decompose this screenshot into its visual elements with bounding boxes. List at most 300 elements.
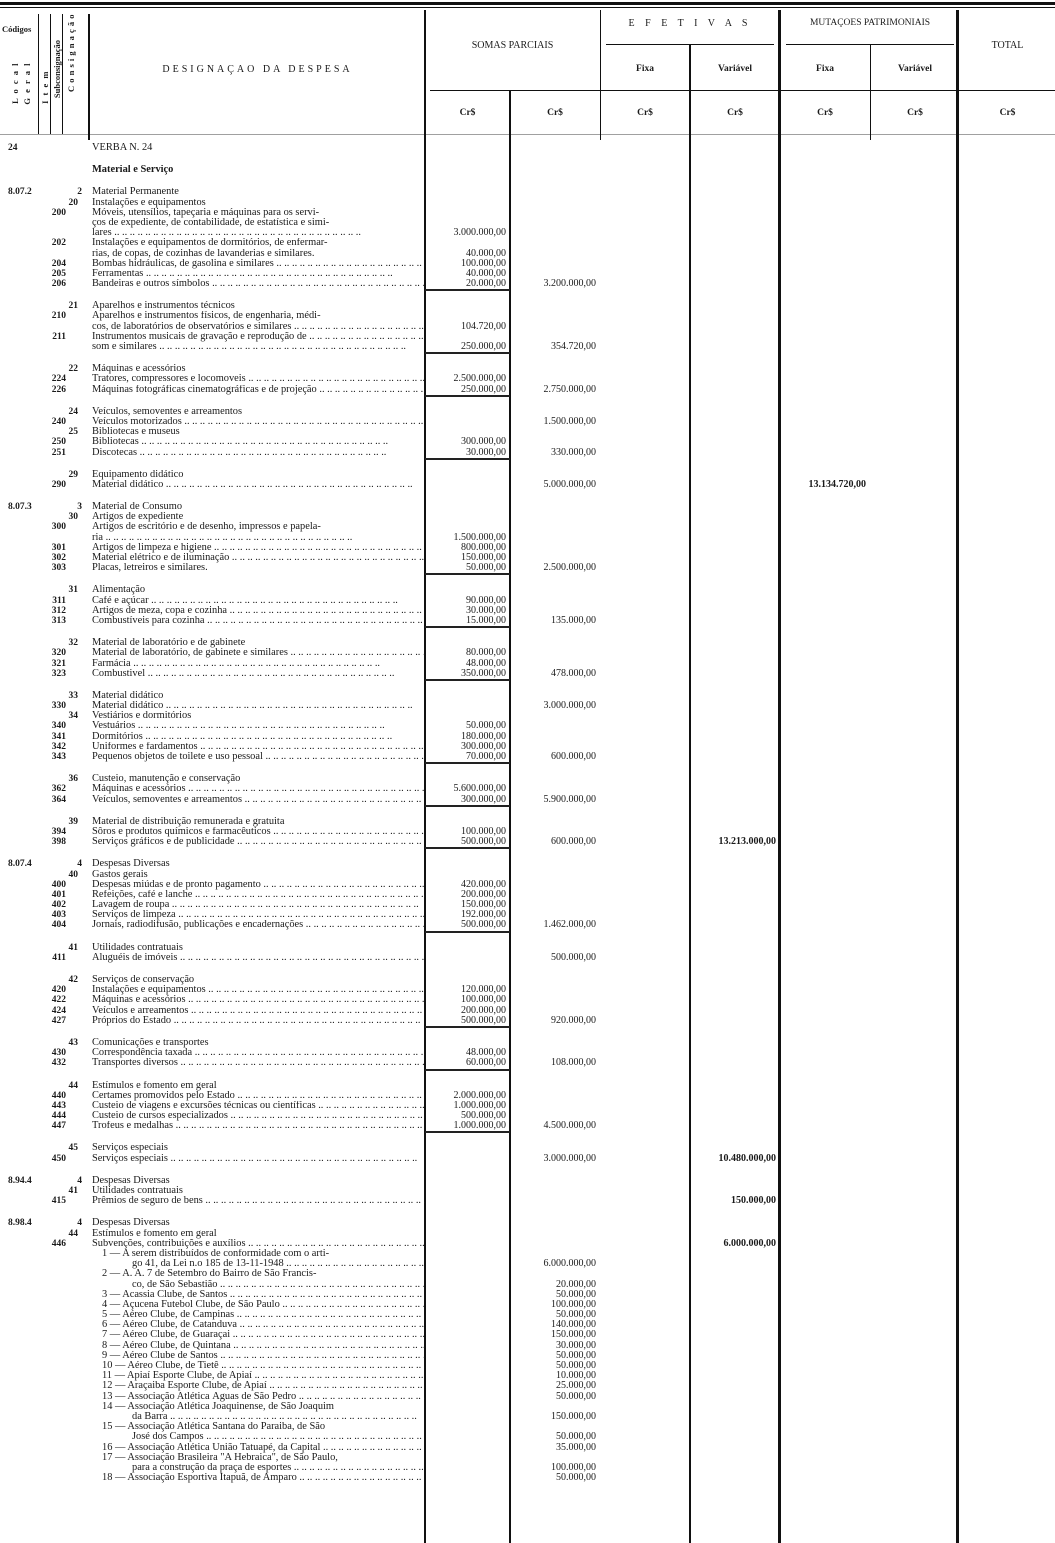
amount-p2 bbox=[510, 880, 600, 890]
designation: Artigos de expediente bbox=[92, 512, 184, 523]
amount-ef bbox=[600, 228, 690, 238]
table-row bbox=[0, 1058, 1055, 1068]
amount-mv bbox=[870, 1249, 960, 1259]
amount-tot bbox=[960, 1381, 1055, 1391]
code-number bbox=[40, 143, 88, 153]
amount-ev bbox=[690, 1176, 780, 1186]
code-local bbox=[0, 448, 40, 460]
amount-ev: 6.000.000,00 bbox=[723, 1237, 776, 1249]
table-row bbox=[0, 1473, 1055, 1483]
amount-mf bbox=[780, 1176, 870, 1186]
designation: Combustivel .. .. bbox=[88, 669, 425, 681]
amount-ef bbox=[600, 165, 690, 175]
code-number: 446 bbox=[51, 1238, 66, 1249]
code-local bbox=[0, 752, 40, 764]
amount-ev bbox=[690, 1290, 780, 1300]
amount-p1: 420.000,00 bbox=[461, 878, 506, 890]
code-local bbox=[0, 1280, 40, 1290]
amount-tot bbox=[960, 470, 1055, 480]
code-local bbox=[0, 953, 40, 963]
amount-mv bbox=[870, 985, 960, 995]
amount-tot bbox=[960, 407, 1055, 417]
table-row bbox=[0, 1239, 1055, 1249]
amount-tot bbox=[960, 427, 1055, 437]
amount-ef bbox=[600, 1058, 690, 1070]
amount-tot bbox=[960, 1121, 1055, 1133]
amount-tot bbox=[960, 880, 1055, 890]
amount-p2: 600.000,00 bbox=[551, 836, 596, 848]
amount-tot bbox=[960, 1351, 1055, 1361]
amount-ef bbox=[600, 208, 690, 218]
designation: ria .. .. bbox=[88, 533, 425, 543]
amount-mv bbox=[870, 1143, 960, 1153]
amount-mv bbox=[870, 1259, 960, 1269]
table-row bbox=[0, 279, 1055, 289]
table-row bbox=[0, 1154, 1055, 1164]
amount-mv bbox=[870, 711, 960, 721]
amount-ef bbox=[600, 218, 690, 228]
code-local bbox=[0, 322, 40, 332]
amount-ef bbox=[600, 448, 690, 460]
designation: Máquinas e acessórios .. .. bbox=[88, 995, 425, 1005]
code-local bbox=[0, 364, 40, 374]
table-row bbox=[0, 332, 1055, 342]
header bbox=[0, 0, 1055, 140]
amount-ev bbox=[690, 1392, 780, 1402]
amount-p2 bbox=[510, 1081, 600, 1091]
amount-mv bbox=[870, 470, 960, 480]
amount-mv bbox=[870, 417, 960, 427]
code-number: 422 bbox=[51, 995, 66, 1006]
amount-mf bbox=[780, 701, 870, 711]
code-number bbox=[40, 342, 88, 354]
amount-p1: 100.000,00 bbox=[461, 257, 506, 269]
amount-p2: 2.750.000,00 bbox=[543, 383, 596, 395]
code-local bbox=[0, 920, 40, 932]
amount-ev bbox=[690, 374, 780, 384]
currency-7: Cr$ bbox=[999, 108, 1016, 118]
amount-tot bbox=[960, 238, 1055, 248]
budget-block bbox=[0, 1081, 1055, 1132]
table-row bbox=[0, 385, 1055, 395]
designation: Artigos de escritório e de desenho, impressos e papela- bbox=[92, 522, 321, 533]
amount-p1 bbox=[425, 208, 510, 218]
consignacao-label: C o n s i g n a ç ã o bbox=[66, 14, 76, 93]
amount-tot bbox=[960, 1320, 1055, 1330]
code-number: 400 bbox=[51, 879, 66, 890]
amount-ev bbox=[690, 1259, 780, 1269]
code-number: 4 bbox=[77, 1175, 82, 1186]
amount-mf bbox=[780, 1006, 870, 1016]
amount-mf bbox=[780, 638, 870, 648]
code-local bbox=[0, 995, 40, 1005]
amount-ef bbox=[600, 890, 690, 900]
amount-mv bbox=[870, 1443, 960, 1453]
amount-tot bbox=[960, 1081, 1055, 1091]
code-number: 343 bbox=[51, 752, 66, 762]
amount-tot bbox=[960, 218, 1055, 228]
code-number bbox=[40, 1269, 88, 1279]
amount-mv bbox=[870, 890, 960, 900]
amount-mv bbox=[870, 995, 960, 1005]
amount-mf bbox=[780, 165, 870, 175]
amount-tot bbox=[960, 985, 1055, 995]
designation: Sôros e produtos químicos e farmacêuticos .. .. bbox=[88, 827, 425, 837]
table-row bbox=[0, 975, 1055, 985]
amount-ev bbox=[690, 533, 780, 543]
amount-ef bbox=[600, 585, 690, 595]
amount-ev bbox=[690, 218, 780, 228]
code-local bbox=[0, 1048, 40, 1058]
amount-mv bbox=[870, 259, 960, 269]
table-row bbox=[0, 427, 1055, 437]
amount-ef bbox=[600, 880, 690, 890]
table-row bbox=[0, 208, 1055, 218]
amount-tot bbox=[960, 900, 1055, 910]
amount-mf bbox=[780, 1351, 870, 1361]
amount-tot bbox=[960, 1176, 1055, 1186]
amount-p2 bbox=[510, 322, 600, 332]
amount-p2 bbox=[510, 975, 600, 985]
amount-mv bbox=[870, 1402, 960, 1412]
code-local bbox=[0, 342, 40, 354]
amount-ev bbox=[690, 711, 780, 721]
code-local bbox=[0, 837, 40, 849]
amount-p1: 90.000,00 bbox=[466, 594, 506, 606]
amount-mv bbox=[870, 198, 960, 208]
amount-ef bbox=[600, 1453, 690, 1463]
amount-ef bbox=[600, 953, 690, 963]
designation: Pequenos objetos de toilete e uso pessoal .. .. bbox=[88, 752, 425, 764]
table-row bbox=[0, 1443, 1055, 1453]
designation: Placas, letreiros e similares. bbox=[92, 563, 208, 574]
amount-p1 bbox=[425, 1432, 510, 1442]
amount-p1 bbox=[425, 1330, 510, 1340]
amount-mf bbox=[780, 563, 870, 575]
amount-mv bbox=[870, 1218, 960, 1228]
amount-ef bbox=[600, 1463, 690, 1473]
designation: Utilidades contratuais bbox=[92, 942, 183, 953]
code-number: 290 bbox=[51, 479, 66, 490]
amount-mf bbox=[780, 648, 870, 658]
amount-p1 bbox=[425, 470, 510, 480]
amount-ev bbox=[690, 1006, 780, 1016]
code-number: 401 bbox=[51, 889, 66, 900]
code-local bbox=[0, 585, 40, 595]
code-number: 320 bbox=[51, 648, 66, 659]
table-row bbox=[0, 269, 1055, 279]
amount-mf bbox=[780, 543, 870, 553]
amount-mv bbox=[870, 407, 960, 417]
designacao-header: DESIGNAÇAO DA DESPESA bbox=[162, 64, 353, 75]
code-local bbox=[0, 1101, 40, 1111]
amount-ev bbox=[690, 953, 780, 963]
code-number bbox=[40, 228, 88, 238]
designation: Serviços especiais .. .. bbox=[88, 1154, 425, 1164]
amount-mv bbox=[870, 701, 960, 711]
amount-tot bbox=[960, 1341, 1055, 1351]
amount-mv bbox=[870, 301, 960, 311]
amount-mf bbox=[780, 249, 870, 259]
designation: José dos Campos .. .. bbox=[88, 1432, 425, 1442]
amount-mf bbox=[780, 228, 870, 238]
amount-tot bbox=[960, 502, 1055, 512]
amount-tot bbox=[960, 198, 1055, 208]
amount-ev bbox=[690, 732, 780, 742]
amount-mf bbox=[780, 975, 870, 985]
code-local bbox=[0, 228, 40, 238]
amount-p2: 500.000,00 bbox=[551, 951, 596, 963]
amount-p1 bbox=[425, 1402, 510, 1412]
code-number: 25 bbox=[68, 427, 78, 438]
amount-p2: 5.900.000,00 bbox=[543, 793, 596, 805]
amount-p2 bbox=[510, 585, 600, 595]
designation: som e similares .. .. bbox=[88, 342, 425, 354]
table-row bbox=[0, 218, 1055, 228]
designation: Custeio de viagens e excursões técnicas ou científicas .. .. bbox=[88, 1101, 425, 1111]
amount-ef bbox=[600, 817, 690, 827]
amount-ev bbox=[690, 165, 780, 175]
code-number: 394 bbox=[51, 826, 66, 837]
designation: Despesas Diversas bbox=[92, 859, 170, 870]
designation: Veículos, semoventes e arreamentos bbox=[92, 406, 243, 417]
amount-mf bbox=[780, 1154, 870, 1164]
table-row bbox=[0, 407, 1055, 417]
amount-p1 bbox=[425, 187, 510, 197]
amount-ev: 10.480.000,00 bbox=[718, 1152, 776, 1164]
geral-label: G e r a l bbox=[22, 62, 32, 105]
code-number: 302 bbox=[51, 553, 66, 563]
code-number: 41 bbox=[68, 942, 78, 953]
amount-mf bbox=[780, 596, 870, 606]
amount-ef bbox=[600, 616, 690, 628]
table-row bbox=[0, 437, 1055, 447]
amount-mf bbox=[780, 512, 870, 522]
amount-mv bbox=[870, 1341, 960, 1351]
amount-mf bbox=[780, 900, 870, 910]
designation: 3 — Acassia Clube, de Santos .. .. bbox=[88, 1290, 425, 1300]
code-local bbox=[0, 817, 40, 827]
amount-tot bbox=[960, 374, 1055, 384]
designation: Veículos, semoventes e arreamentos .. .. bbox=[88, 795, 425, 807]
code-number: 323 bbox=[51, 668, 66, 679]
amount-mv bbox=[870, 1453, 960, 1463]
table-row bbox=[0, 1392, 1055, 1402]
amount-p1: 70.000,00 bbox=[425, 752, 510, 764]
budget-block bbox=[0, 1218, 1055, 1483]
amount-ev bbox=[690, 1048, 780, 1058]
code-number: 204 bbox=[51, 258, 66, 269]
amount-ef bbox=[600, 752, 690, 764]
code-number: 41 bbox=[68, 1186, 78, 1196]
table-row bbox=[0, 1402, 1055, 1412]
budget-block bbox=[0, 470, 1055, 490]
amount-p1: 2.000.000,00 bbox=[453, 1089, 506, 1101]
designation: Refeições, café e lanche .. .. bbox=[88, 890, 425, 900]
amount-ev bbox=[690, 985, 780, 995]
amount-mv bbox=[870, 659, 960, 669]
amount-mf bbox=[780, 1249, 870, 1259]
amount-tot bbox=[960, 721, 1055, 731]
amount-mf bbox=[780, 1058, 870, 1070]
amount-p2: 3.000.000,00 bbox=[543, 700, 596, 712]
amount-mf bbox=[780, 890, 870, 900]
amount-tot bbox=[960, 1310, 1055, 1320]
amount-mv bbox=[870, 1111, 960, 1121]
amount-mf bbox=[780, 1443, 870, 1453]
amount-p2 bbox=[510, 427, 600, 437]
amount-p1 bbox=[425, 1463, 510, 1473]
amount-mv bbox=[870, 1016, 960, 1028]
budget-block bbox=[0, 859, 1055, 930]
table-row bbox=[0, 563, 1055, 573]
amount-mv bbox=[870, 1320, 960, 1330]
table-row bbox=[0, 448, 1055, 458]
amount-p2 bbox=[510, 1239, 600, 1249]
amount-mv bbox=[870, 975, 960, 985]
amount-mv bbox=[870, 859, 960, 869]
table-row bbox=[0, 953, 1055, 963]
amount-p2 bbox=[510, 638, 600, 648]
amount-ef bbox=[600, 837, 690, 849]
amount-tot bbox=[960, 1361, 1055, 1371]
amount-mv bbox=[870, 322, 960, 332]
code-number: 415 bbox=[51, 1196, 66, 1207]
amount-p1: 300.000,00 bbox=[461, 740, 506, 752]
code-number: 321 bbox=[51, 658, 66, 669]
amount-tot bbox=[960, 774, 1055, 784]
amount-tot bbox=[960, 228, 1055, 238]
amount-tot bbox=[960, 1143, 1055, 1153]
amount-p1 bbox=[425, 1249, 510, 1259]
code-local bbox=[0, 606, 40, 616]
designation: Material de Consumo bbox=[92, 502, 183, 513]
amount-mv bbox=[870, 1310, 960, 1320]
amount-ev bbox=[690, 870, 780, 880]
amount-mf bbox=[780, 1229, 870, 1239]
amount-p1 bbox=[425, 165, 510, 175]
amount-mv bbox=[870, 900, 960, 910]
table-row bbox=[0, 1422, 1055, 1432]
designation: 6 — Aéreo Clube, de Catanduva .. .. bbox=[88, 1320, 425, 1330]
designation: VERBA N. 24 bbox=[92, 143, 153, 153]
designation: Bombas hidráulicas, de gasolina e similares .. .. bbox=[88, 259, 425, 269]
amount-tot bbox=[960, 259, 1055, 269]
amount-p1 bbox=[425, 701, 510, 711]
table-row bbox=[0, 1381, 1055, 1391]
amount-tot bbox=[960, 943, 1055, 953]
amount-p1 bbox=[425, 502, 510, 512]
amount-p1: 1.000.000,00 bbox=[425, 1121, 510, 1133]
amount-p1 bbox=[425, 1154, 510, 1164]
amount-mv bbox=[870, 870, 960, 880]
amount-p1: 100.000,00 bbox=[461, 994, 506, 1006]
amount-ev bbox=[690, 1121, 780, 1133]
amount-ef bbox=[600, 638, 690, 648]
table-row bbox=[0, 616, 1055, 626]
amount-mf bbox=[780, 407, 870, 417]
amount-mv bbox=[870, 187, 960, 197]
amount-mf bbox=[780, 827, 870, 837]
amount-tot bbox=[960, 659, 1055, 669]
amount-tot bbox=[960, 1453, 1055, 1463]
amount-p1: 15.000,00 bbox=[425, 616, 510, 628]
code-number: 404 bbox=[51, 920, 66, 931]
amount-mf bbox=[780, 985, 870, 995]
amount-p1: 500.000,00 bbox=[425, 1016, 510, 1028]
amount-mf bbox=[780, 742, 870, 752]
amount-p2: 50.000,00 bbox=[556, 1390, 596, 1402]
designation: Máquinas fotográficas cinematográficas e de projeção .. .. bbox=[88, 385, 425, 397]
amount-mv bbox=[870, 1186, 960, 1196]
designation: 5 — Aéreo Clube, de Campinas .. .. bbox=[88, 1310, 425, 1320]
budget-block bbox=[0, 1143, 1055, 1163]
amount-p1: 104.720,00 bbox=[461, 320, 506, 332]
amount-ef bbox=[600, 1186, 690, 1196]
amount-tot bbox=[960, 553, 1055, 563]
amount-mv bbox=[870, 427, 960, 437]
amount-p2: 5.000.000,00 bbox=[543, 478, 596, 490]
currency-3: Cr$ bbox=[637, 108, 653, 118]
code-local bbox=[0, 1473, 40, 1483]
amount-p2 bbox=[510, 437, 600, 447]
code-number bbox=[40, 1412, 88, 1422]
amount-mv bbox=[870, 522, 960, 532]
amount-ef bbox=[600, 1330, 690, 1340]
table-row bbox=[0, 543, 1055, 553]
code-number: 411 bbox=[52, 952, 66, 963]
table-row bbox=[0, 943, 1055, 953]
amount-p1 bbox=[425, 1280, 510, 1290]
efetivas-header: E F E T I V A S bbox=[628, 18, 752, 29]
designation: Vestuários .. .. bbox=[88, 721, 425, 731]
amount-p2 bbox=[510, 218, 600, 228]
amount-ef bbox=[600, 1006, 690, 1016]
amount-p1 bbox=[425, 143, 510, 153]
amount-ev bbox=[690, 1058, 780, 1070]
designation: lares .. .. bbox=[88, 228, 425, 238]
amount-mf bbox=[780, 1300, 870, 1310]
amount-mf bbox=[780, 1310, 870, 1320]
amount-ef bbox=[600, 1176, 690, 1186]
amount-ef bbox=[600, 427, 690, 437]
amount-p2: 150.000,00 bbox=[551, 1410, 596, 1422]
amount-p2: 140.000,00 bbox=[551, 1319, 596, 1331]
designation: Certames promovidos pelo Estado .. .. bbox=[88, 1091, 425, 1101]
amount-tot bbox=[960, 1048, 1055, 1058]
code-local bbox=[0, 795, 40, 807]
code-local bbox=[0, 616, 40, 628]
amount-ev: 13.213.000,00 bbox=[718, 836, 776, 848]
amount-p1: 350.000,00 bbox=[425, 669, 510, 681]
designation: Instrumentos musicais de gravação e reprodução de .. .. bbox=[88, 332, 425, 342]
code-local bbox=[0, 638, 40, 648]
amount-ev bbox=[690, 1280, 780, 1290]
amount-p2 bbox=[510, 208, 600, 218]
designation: 17 — Associação Brasileira "A Hebraica", de São Paulo, bbox=[102, 1452, 338, 1463]
amount-tot bbox=[960, 1422, 1055, 1432]
table-row bbox=[0, 1218, 1055, 1228]
designation: Material de distribuição remunerada e gratuita bbox=[92, 816, 285, 827]
code-number bbox=[40, 1432, 88, 1442]
designation: Móveis, utensílios, tapeçaria e máquinas para os servi- bbox=[92, 207, 320, 218]
code-number: 340 bbox=[51, 721, 66, 732]
amount-mf bbox=[780, 374, 870, 384]
amount-p1 bbox=[425, 1381, 510, 1391]
code-local bbox=[0, 165, 40, 175]
code-number: 33 bbox=[68, 690, 78, 701]
amount-ef bbox=[600, 1143, 690, 1153]
